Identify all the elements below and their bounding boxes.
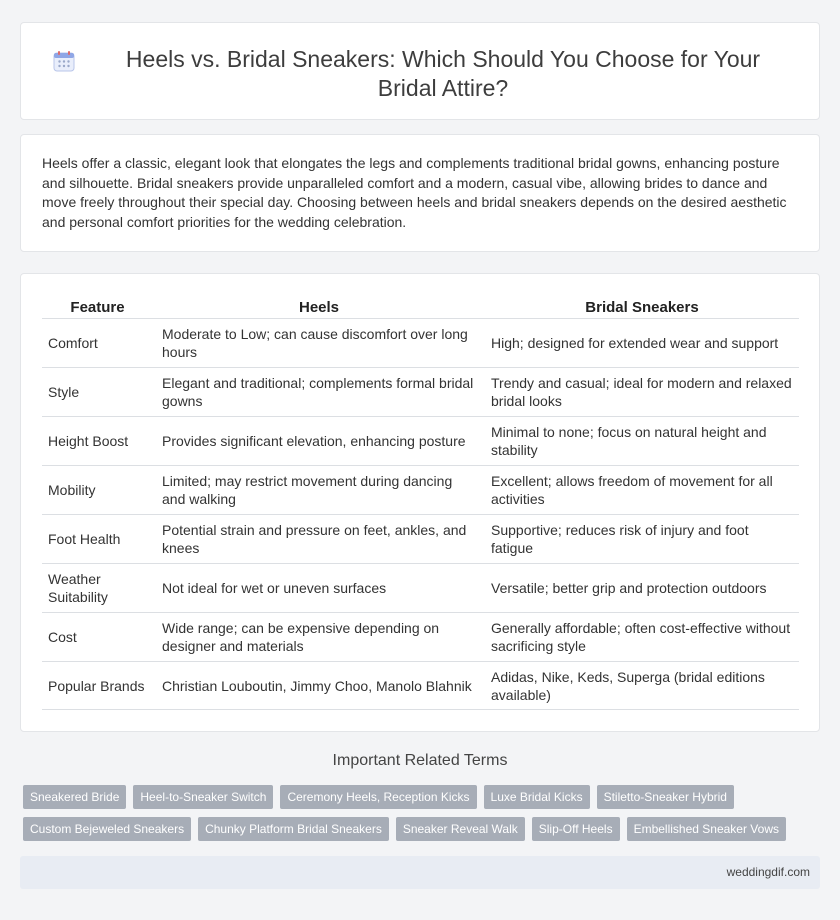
table-row <box>42 514 799 563</box>
tag-link[interactable]: Slip-Off Heels <box>532 817 620 841</box>
tag-link[interactable]: Ceremony Heels, Reception Kicks <box>280 785 476 809</box>
feature-cell: Style <box>42 367 153 416</box>
table-row <box>42 612 799 661</box>
tag-link[interactable]: Luxe Bridal Kicks <box>484 785 590 809</box>
site-name[interactable]: weddingdif.com <box>726 865 810 879</box>
feature-cell: Foot Health <box>42 514 153 563</box>
sneakers-cell: Supportive; reduces risk of injury and foot fatigue <box>485 514 799 563</box>
sneakers-cell: Adidas, Nike, Keds, Superga (bridal editions available) <box>485 661 799 710</box>
heels-cell: Moderate to Low; can cause discomfort over long hours <box>156 318 482 367</box>
footer <box>20 856 820 889</box>
feature-cell: Height Boost <box>42 416 153 465</box>
related-terms-heading: Important Related Terms <box>332 752 508 769</box>
table-row <box>42 318 799 367</box>
sneakers-cell: Generally affordable; often cost-effective without sacrificing style <box>485 612 799 661</box>
intro-paragraph: Heels offer a classic, elegant look that elongates the legs and complements traditional bridal gowns, enhancing posture and silhouette. Bridal sneakers provide unparalleled comfort and a modern, casual vibe, allowing brides to dance and move freely throughout their special day. Choosing between heels and bridal sneakers depends on the desired aesthetic and personal comfort priorities for the wedding celebration. <box>42 155 787 230</box>
comparison-table-card <box>20 273 820 732</box>
heels-cell: Christian Louboutin, Jimmy Choo, Manolo Blahnik <box>156 661 482 710</box>
feature-cell: Popular Brands <box>42 661 153 710</box>
title-card <box>20 22 820 120</box>
header-feature: Feature <box>70 299 125 316</box>
feature-cell: Weather Suitability <box>42 563 153 612</box>
tag-link[interactable]: Heel-to-Sneaker Switch <box>133 785 273 809</box>
table-row <box>42 367 799 416</box>
sneakers-cell: Trendy and casual; ideal for modern and relaxed bridal looks <box>485 367 799 416</box>
table-row <box>42 563 799 612</box>
tag-link[interactable]: Chunky Platform Bridal Sneakers <box>198 817 389 841</box>
tag-link[interactable]: Custom Bejeweled Sneakers <box>23 817 191 841</box>
table-row <box>42 465 799 514</box>
sneakers-cell: High; designed for extended wear and support <box>485 318 799 367</box>
heels-cell: Not ideal for wet or uneven surfaces <box>156 563 482 612</box>
comparison-table <box>42 296 799 710</box>
feature-cell: Mobility <box>42 465 153 514</box>
sneakers-cell: Minimal to none; focus on natural height and stability <box>485 416 799 465</box>
related-terms-tags <box>23 785 823 849</box>
heels-cell: Provides significant elevation, enhancing posture <box>156 416 482 465</box>
feature-cell: Comfort <box>42 318 153 367</box>
feature-cell: Cost <box>42 612 153 661</box>
sneakers-cell: Excellent; allows freedom of movement for all activities <box>485 465 799 514</box>
table-header-row <box>42 296 799 318</box>
intro-card <box>20 134 820 252</box>
tag-link[interactable]: Sneaker Reveal Walk <box>396 817 525 841</box>
tag-link[interactable]: Stiletto-Sneaker Hybrid <box>597 785 734 809</box>
heels-cell: Limited; may restrict movement during dancing and walking <box>156 465 482 514</box>
header-bridal-sneakers: Bridal Sneakers <box>585 299 699 316</box>
tag-link[interactable]: Embellished Sneaker Vows <box>627 817 786 841</box>
heels-cell: Potential strain and pressure on feet, ankles, and knees <box>156 514 482 563</box>
calendar-icon <box>52 49 76 73</box>
header-heels: Heels <box>298 299 340 316</box>
table-row <box>42 661 799 710</box>
tag-link[interactable]: Sneakered Bride <box>23 785 126 809</box>
sneakers-cell: Versatile; better grip and protection outdoors <box>485 563 799 612</box>
heels-cell: Elegant and traditional; complements formal bridal gowns <box>156 367 482 416</box>
table-row <box>42 416 799 465</box>
heels-cell: Wide range; can be expensive depending on designer and materials <box>156 612 482 661</box>
page-title: Heels vs. Bridal Sneakers: Which Should You Choose for Your Bridal Attire? <box>125 46 761 101</box>
